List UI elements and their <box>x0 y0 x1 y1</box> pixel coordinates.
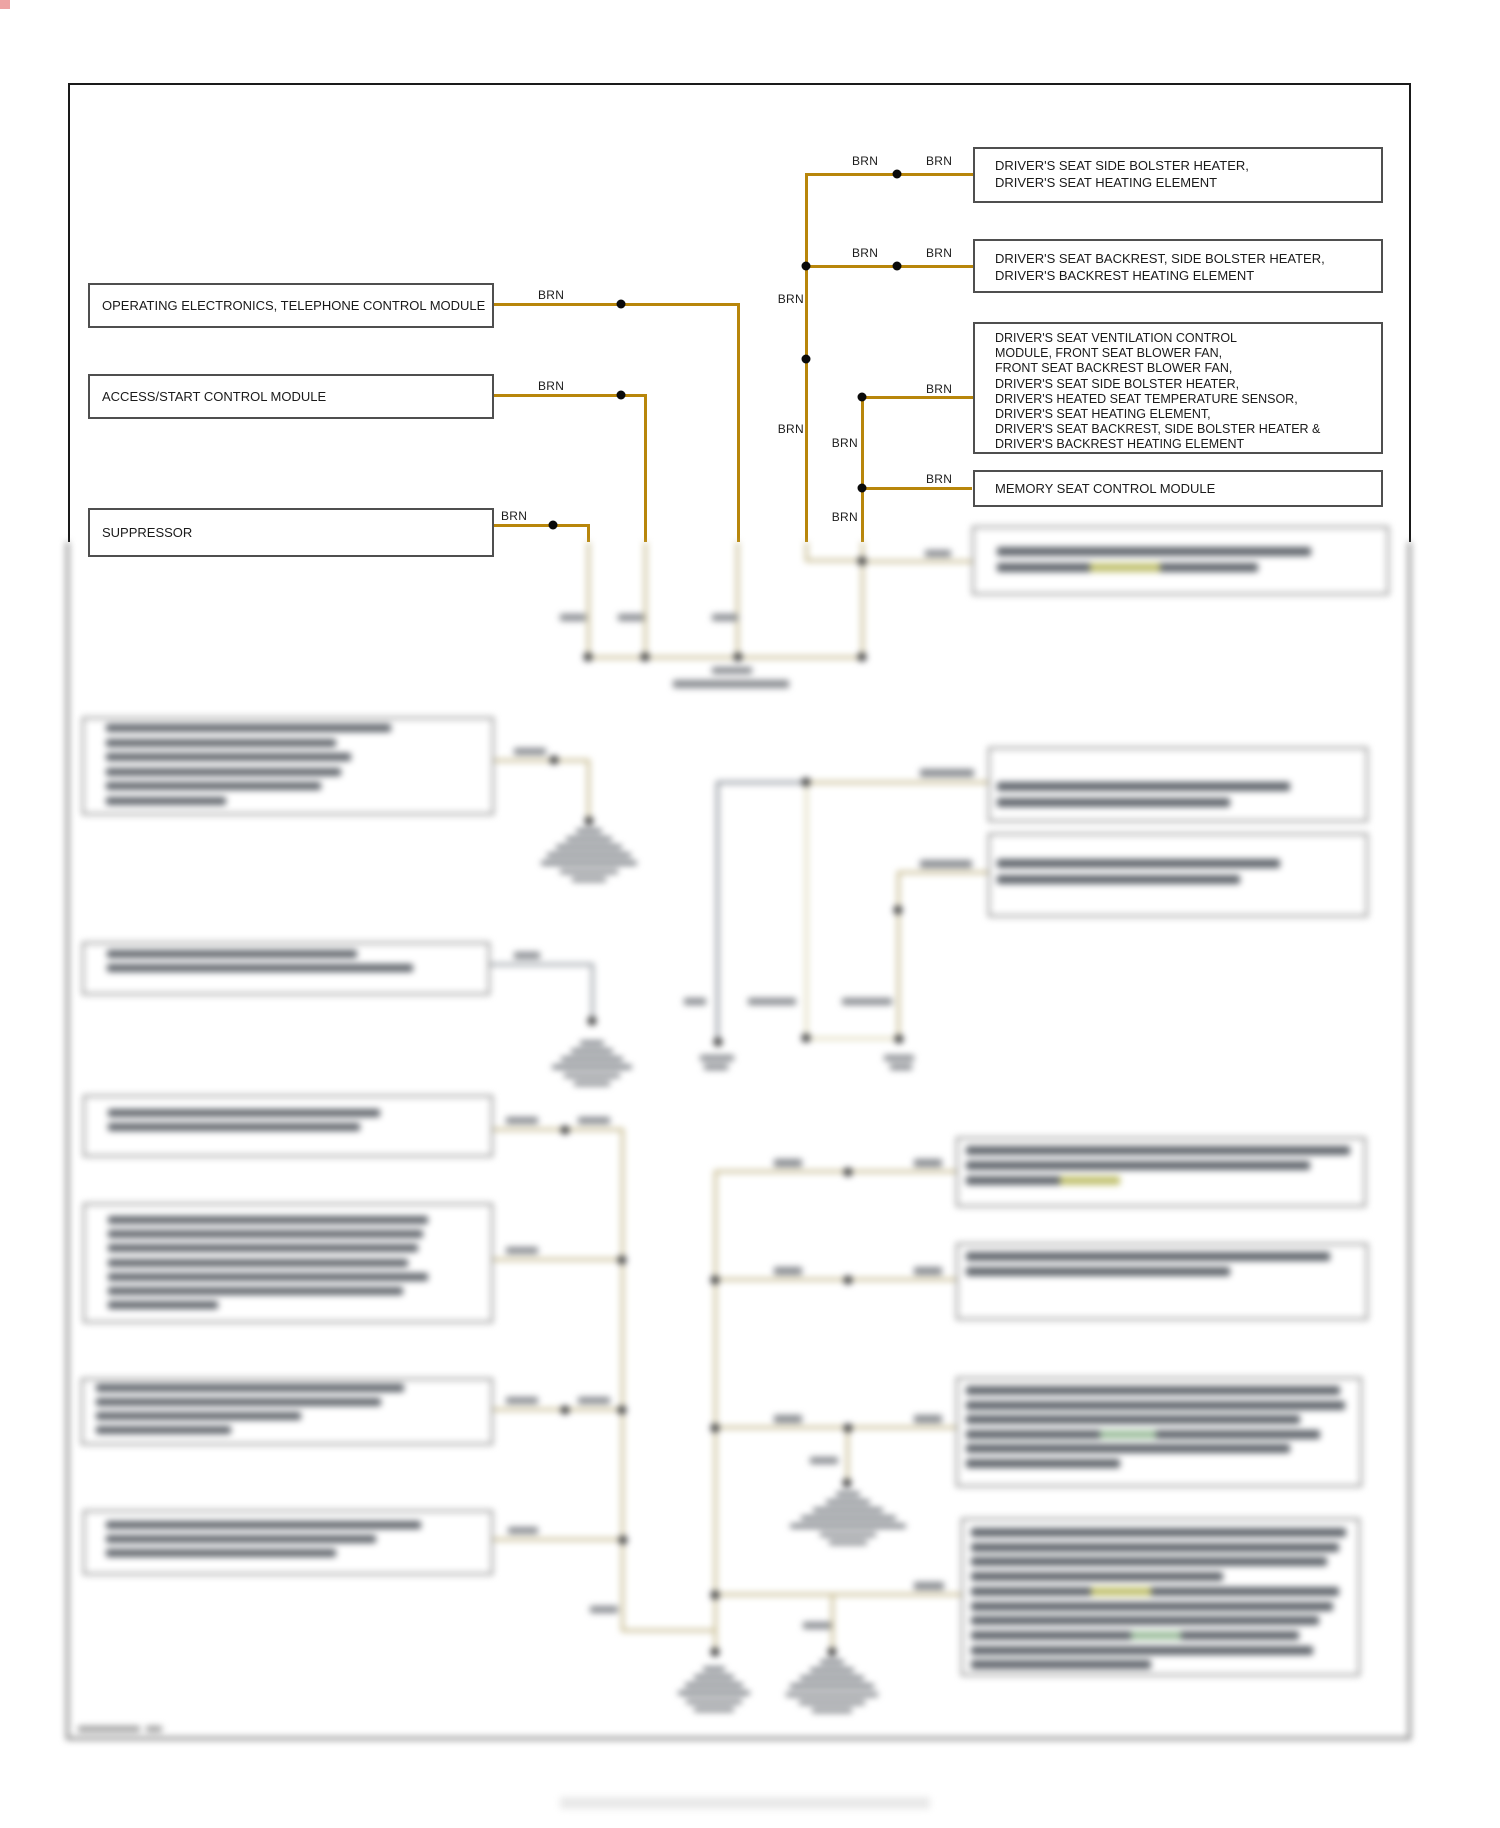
wire-label-blurred <box>704 1064 728 1070</box>
ground-symbol-label <box>829 1540 867 1545</box>
wire-segment <box>493 1538 624 1541</box>
wire-segment <box>899 871 988 874</box>
blurred-text-line <box>108 1259 408 1267</box>
blurred-text-line <box>997 782 1290 791</box>
blurred-text-line <box>107 950 357 958</box>
wire-label-blurred <box>506 1247 538 1254</box>
blurred-text-line <box>108 1123 360 1131</box>
ground-symbol-bar <box>790 1524 906 1528</box>
blurred-text-line <box>96 1426 231 1434</box>
wire-segment <box>591 963 594 1023</box>
blurred-text-line <box>106 782 321 790</box>
wire-segment <box>494 759 590 762</box>
module-line: DRIVER'S SEAT SIDE BOLSTER HEATER, <box>995 376 1240 391</box>
wire-color-label: BRN <box>831 510 858 524</box>
junction-dot <box>641 653 650 662</box>
junction-dot <box>584 653 593 662</box>
blurred-text-line <box>966 1267 1230 1276</box>
blurred-text-line <box>971 1572 1223 1581</box>
module-label: SUPPRESSOR <box>102 525 193 540</box>
ground-symbol-label <box>799 1700 865 1705</box>
junction-dot <box>588 1017 597 1026</box>
module-line: DRIVER'S HEATED SEAT TEMPERATURE SENSOR, <box>995 391 1298 406</box>
blurred-text-line <box>108 1273 428 1281</box>
blurred-text-line <box>966 1401 1345 1410</box>
wire-segment <box>831 1595 834 1654</box>
ground-symbol-bar <box>800 1676 864 1680</box>
blurred-text-line <box>966 1415 1300 1424</box>
module-label: ACCESS/START CONTROL MODULE <box>102 389 327 404</box>
wire-segment <box>714 1426 956 1429</box>
wire-segment <box>587 759 590 823</box>
wire-label-blurred <box>748 998 796 1005</box>
blurred-text-line <box>108 1287 403 1295</box>
wire-segment <box>587 542 590 659</box>
blurred-text-line <box>106 1521 421 1529</box>
wire-color-label: BRN <box>926 154 953 168</box>
junction-dot <box>858 557 867 566</box>
junction-dot <box>828 1648 837 1657</box>
junction-dot <box>561 1406 570 1415</box>
blurred-text-highlight <box>1100 1430 1156 1439</box>
wire-label-blurred <box>560 1797 930 1809</box>
wire-label-blurred <box>925 550 951 557</box>
junction-dot <box>894 906 903 915</box>
wire-label-blurred <box>590 1606 618 1613</box>
blurred-text-line <box>966 1161 1310 1170</box>
blurred-text-line <box>106 753 351 761</box>
wire-label-blurred <box>673 680 789 688</box>
junction-dot <box>895 1035 904 1044</box>
wire-segment <box>66 1737 1411 1740</box>
blurred-module-box <box>972 526 1389 595</box>
ground-symbol-bar <box>836 1492 860 1496</box>
blurred-text-highlight <box>1131 1631 1181 1640</box>
blurred-text-line <box>106 768 341 776</box>
ground-symbol-bar <box>801 1516 896 1520</box>
blurred-text-line <box>966 1146 1350 1155</box>
blurred-text-line <box>106 797 226 805</box>
wire-color-label: BRN <box>852 246 879 260</box>
wire-label-blurred <box>560 614 586 621</box>
junction-dot <box>843 1479 852 1488</box>
wire-segment <box>716 781 719 1043</box>
blurred-text-line <box>966 1444 1290 1453</box>
wire-label-blurred <box>920 769 974 777</box>
blurred-text-line <box>108 1244 418 1252</box>
junction-dot <box>734 653 743 662</box>
wire-label-blurred <box>506 1117 538 1124</box>
module-label: MEMORY SEAT CONTROL MODULE <box>995 481 1216 496</box>
wire-segment <box>1408 542 1411 1740</box>
blurred-text-line <box>997 798 1230 807</box>
ground-symbol-bar <box>580 1041 604 1045</box>
ground-symbol-bar <box>576 829 602 833</box>
junction-dot <box>858 653 867 662</box>
wire-color-label: BRN <box>777 422 804 436</box>
wire-segment <box>493 1128 624 1131</box>
blurred-text-line <box>966 1386 1340 1395</box>
junction-dot <box>619 1536 628 1545</box>
module-line: DRIVER'S BACKREST HEATING ELEMENT <box>995 268 1255 283</box>
wire-color-label: BRN <box>777 292 804 306</box>
wire-segment <box>805 781 808 1039</box>
wire-label-blurred <box>914 1415 942 1423</box>
wire-label-blurred <box>684 998 706 1005</box>
blurred-text-line <box>997 875 1240 884</box>
wire-segment <box>716 781 807 784</box>
module-line: DRIVER'S SEAT SIDE BOLSTER HEATER, <box>995 158 1249 173</box>
blurred-text-line <box>107 964 413 972</box>
wire-segment <box>714 1170 956 1173</box>
wire-label-blurred <box>810 1457 838 1464</box>
wire-label-blurred <box>514 952 540 959</box>
ground-symbol-label <box>572 877 606 882</box>
wire-label-blurred <box>700 1055 734 1061</box>
junction-dot <box>844 1424 853 1433</box>
wire-segment <box>66 542 69 1740</box>
wire-segment <box>806 781 988 784</box>
blurred-text-line <box>971 1587 1339 1596</box>
wire-label-blurred <box>578 1117 610 1124</box>
blurred-text-line <box>971 1543 1339 1552</box>
wire-segment <box>714 1172 717 1654</box>
blurred-text-line <box>108 1216 428 1224</box>
wire-color-label: BRN <box>926 246 953 260</box>
ground-symbol-bar <box>678 1691 750 1695</box>
blurred-text-highlight <box>1091 1587 1151 1596</box>
blurred-text-line <box>966 1459 1120 1468</box>
wire-segment <box>805 1037 901 1040</box>
module-line: DRIVER'S SEAT HEATING ELEMENT <box>995 175 1218 190</box>
blurred-text-line <box>106 724 391 732</box>
wire-label-blurred <box>774 1159 802 1167</box>
junction-dot <box>802 1034 811 1043</box>
wire-segment <box>490 963 594 966</box>
wire-segment <box>862 560 972 563</box>
module-line: MODULE, FRONT SEAT BLOWER FAN, <box>995 346 1223 361</box>
ground-symbol-bar <box>790 1684 874 1688</box>
ground-symbol-bar <box>547 853 631 857</box>
wire-segment <box>493 1408 624 1411</box>
wire-label-blurred <box>774 1415 802 1423</box>
wire-label-blurred <box>914 1582 944 1590</box>
blurred-text-line <box>106 1549 336 1557</box>
junction-dot <box>844 1276 853 1285</box>
module-line: DRIVER'S SEAT VENTILATION CONTROL <box>995 331 1238 345</box>
wire-label-blurred <box>842 998 892 1005</box>
blurred-text-line <box>971 1557 1327 1566</box>
wire-label-blurred <box>920 860 972 868</box>
blurred-text-line <box>108 1230 423 1238</box>
wire-color-label: BRN <box>831 436 858 450</box>
wire-segment <box>644 542 647 659</box>
wire-color-label: BRN <box>501 509 528 523</box>
junction-dot <box>714 1038 723 1047</box>
wire-label-blurred <box>712 614 738 621</box>
ground-symbol-label <box>686 1699 742 1704</box>
blurred-text-line <box>108 1109 380 1117</box>
wire-segment <box>736 542 739 659</box>
wire-label-blurred <box>578 1397 610 1404</box>
junction-dot <box>618 1256 627 1265</box>
junction-dot <box>585 817 594 826</box>
blurred-text-line <box>971 1528 1346 1537</box>
wire-segment <box>621 1629 716 1632</box>
wire-label-blurred <box>514 748 546 755</box>
ground-symbol-label <box>786 1692 878 1697</box>
blurred-text-line <box>106 739 336 747</box>
wire-segment <box>897 871 900 1041</box>
wire-segment <box>714 1593 961 1596</box>
blurred-text-line <box>971 1616 1319 1625</box>
wire-segment <box>493 1258 624 1261</box>
blurred-text-line <box>971 1646 1313 1655</box>
wire-segment <box>846 1428 849 1485</box>
wire-label-blurred <box>78 1726 140 1732</box>
junction-dot <box>561 1126 570 1135</box>
wire-label-blurred <box>506 1397 538 1404</box>
wire-label-blurred <box>508 1527 538 1534</box>
junction-dot <box>618 1406 627 1415</box>
blurred-text-line <box>966 1252 1330 1261</box>
module-line: DRIVER'S BACKREST HEATING ELEMENT <box>995 437 1245 452</box>
ground-symbol-bar <box>813 1508 883 1512</box>
ground-symbol-label <box>564 1073 620 1078</box>
wire-color-label: BRN <box>926 472 953 486</box>
module-line: DRIVER'S SEAT HEATING ELEMENT, <box>995 407 1211 422</box>
ground-symbol-label <box>694 1707 734 1712</box>
blurred-text-highlight <box>1090 563 1160 572</box>
wire-label-blurred <box>890 1064 912 1070</box>
wire-segment <box>714 1278 956 1281</box>
ground-symbol-bar <box>694 1675 734 1679</box>
junction-dot <box>711 1276 720 1285</box>
blurred-text-line <box>971 1660 1151 1669</box>
wire-color-label: BRN <box>538 379 565 393</box>
blurred-text-line <box>96 1412 301 1420</box>
blurred-text-line <box>106 1535 376 1543</box>
module-line: FRONT SEAT BACKREST BLOWER FAN, <box>995 361 1233 376</box>
wire-label-blurred <box>146 1726 162 1732</box>
ground-symbol-label <box>560 869 618 874</box>
junction-dot <box>711 1648 720 1657</box>
ground-symbol-bar <box>685 1683 743 1687</box>
blurred-text-line <box>108 1301 218 1309</box>
junction-dot <box>802 778 811 787</box>
wire-label-blurred <box>914 1159 942 1167</box>
ground-symbol-label <box>812 1708 852 1713</box>
blurred-text-highlight <box>1060 1176 1120 1185</box>
ground-symbol-bar <box>571 1049 613 1053</box>
wire-label-blurred <box>618 614 644 621</box>
junction-dot <box>844 1168 853 1177</box>
ground-symbol-bar <box>556 845 622 849</box>
wire-color-label: BRN <box>926 382 953 396</box>
wire-segment <box>805 559 864 562</box>
junction-dot <box>711 1424 720 1433</box>
wire-color-label: BRN <box>538 288 565 302</box>
module-line: DRIVER'S SEAT BACKREST, SIDE BOLSTER HEATER, <box>995 251 1325 266</box>
wire-color-label: BRN <box>852 154 879 168</box>
ground-symbol-bar <box>541 861 637 865</box>
wire-segment <box>621 1128 624 1632</box>
module-line: DRIVER'S SEAT BACKREST, SIDE BOLSTER HEATER & <box>995 422 1321 437</box>
blurred-text-line <box>997 859 1280 868</box>
ground-symbol-bar <box>566 837 612 841</box>
wire-label-blurred <box>803 1622 831 1629</box>
ground-symbol-bar <box>810 1668 854 1672</box>
ground-symbol-bar <box>703 1667 725 1671</box>
ground-symbol-label <box>820 1532 876 1537</box>
ground-symbol-bar <box>826 1500 870 1504</box>
ground-symbol-bar <box>552 1065 632 1069</box>
wire-label-blurred <box>884 1055 914 1061</box>
blurred-text-line <box>96 1398 381 1406</box>
module-label: OPERATING ELECTRONICS, TELEPHONE CONTROL MODULE <box>102 298 486 313</box>
wire-label-blurred <box>712 667 752 674</box>
blurred-text-line <box>997 547 1311 556</box>
blurred-text-line <box>971 1602 1333 1611</box>
wire-segment <box>587 656 864 659</box>
wire-label-blurred <box>774 1267 802 1275</box>
ground-symbol-bar <box>820 1660 844 1664</box>
ground-symbol-bar <box>561 1057 623 1061</box>
wire-label-blurred <box>914 1267 942 1275</box>
ground-symbol-label <box>574 1081 610 1086</box>
blurred-text-line <box>96 1384 404 1392</box>
junction-dot <box>550 756 559 765</box>
junction-dot <box>711 1591 720 1600</box>
